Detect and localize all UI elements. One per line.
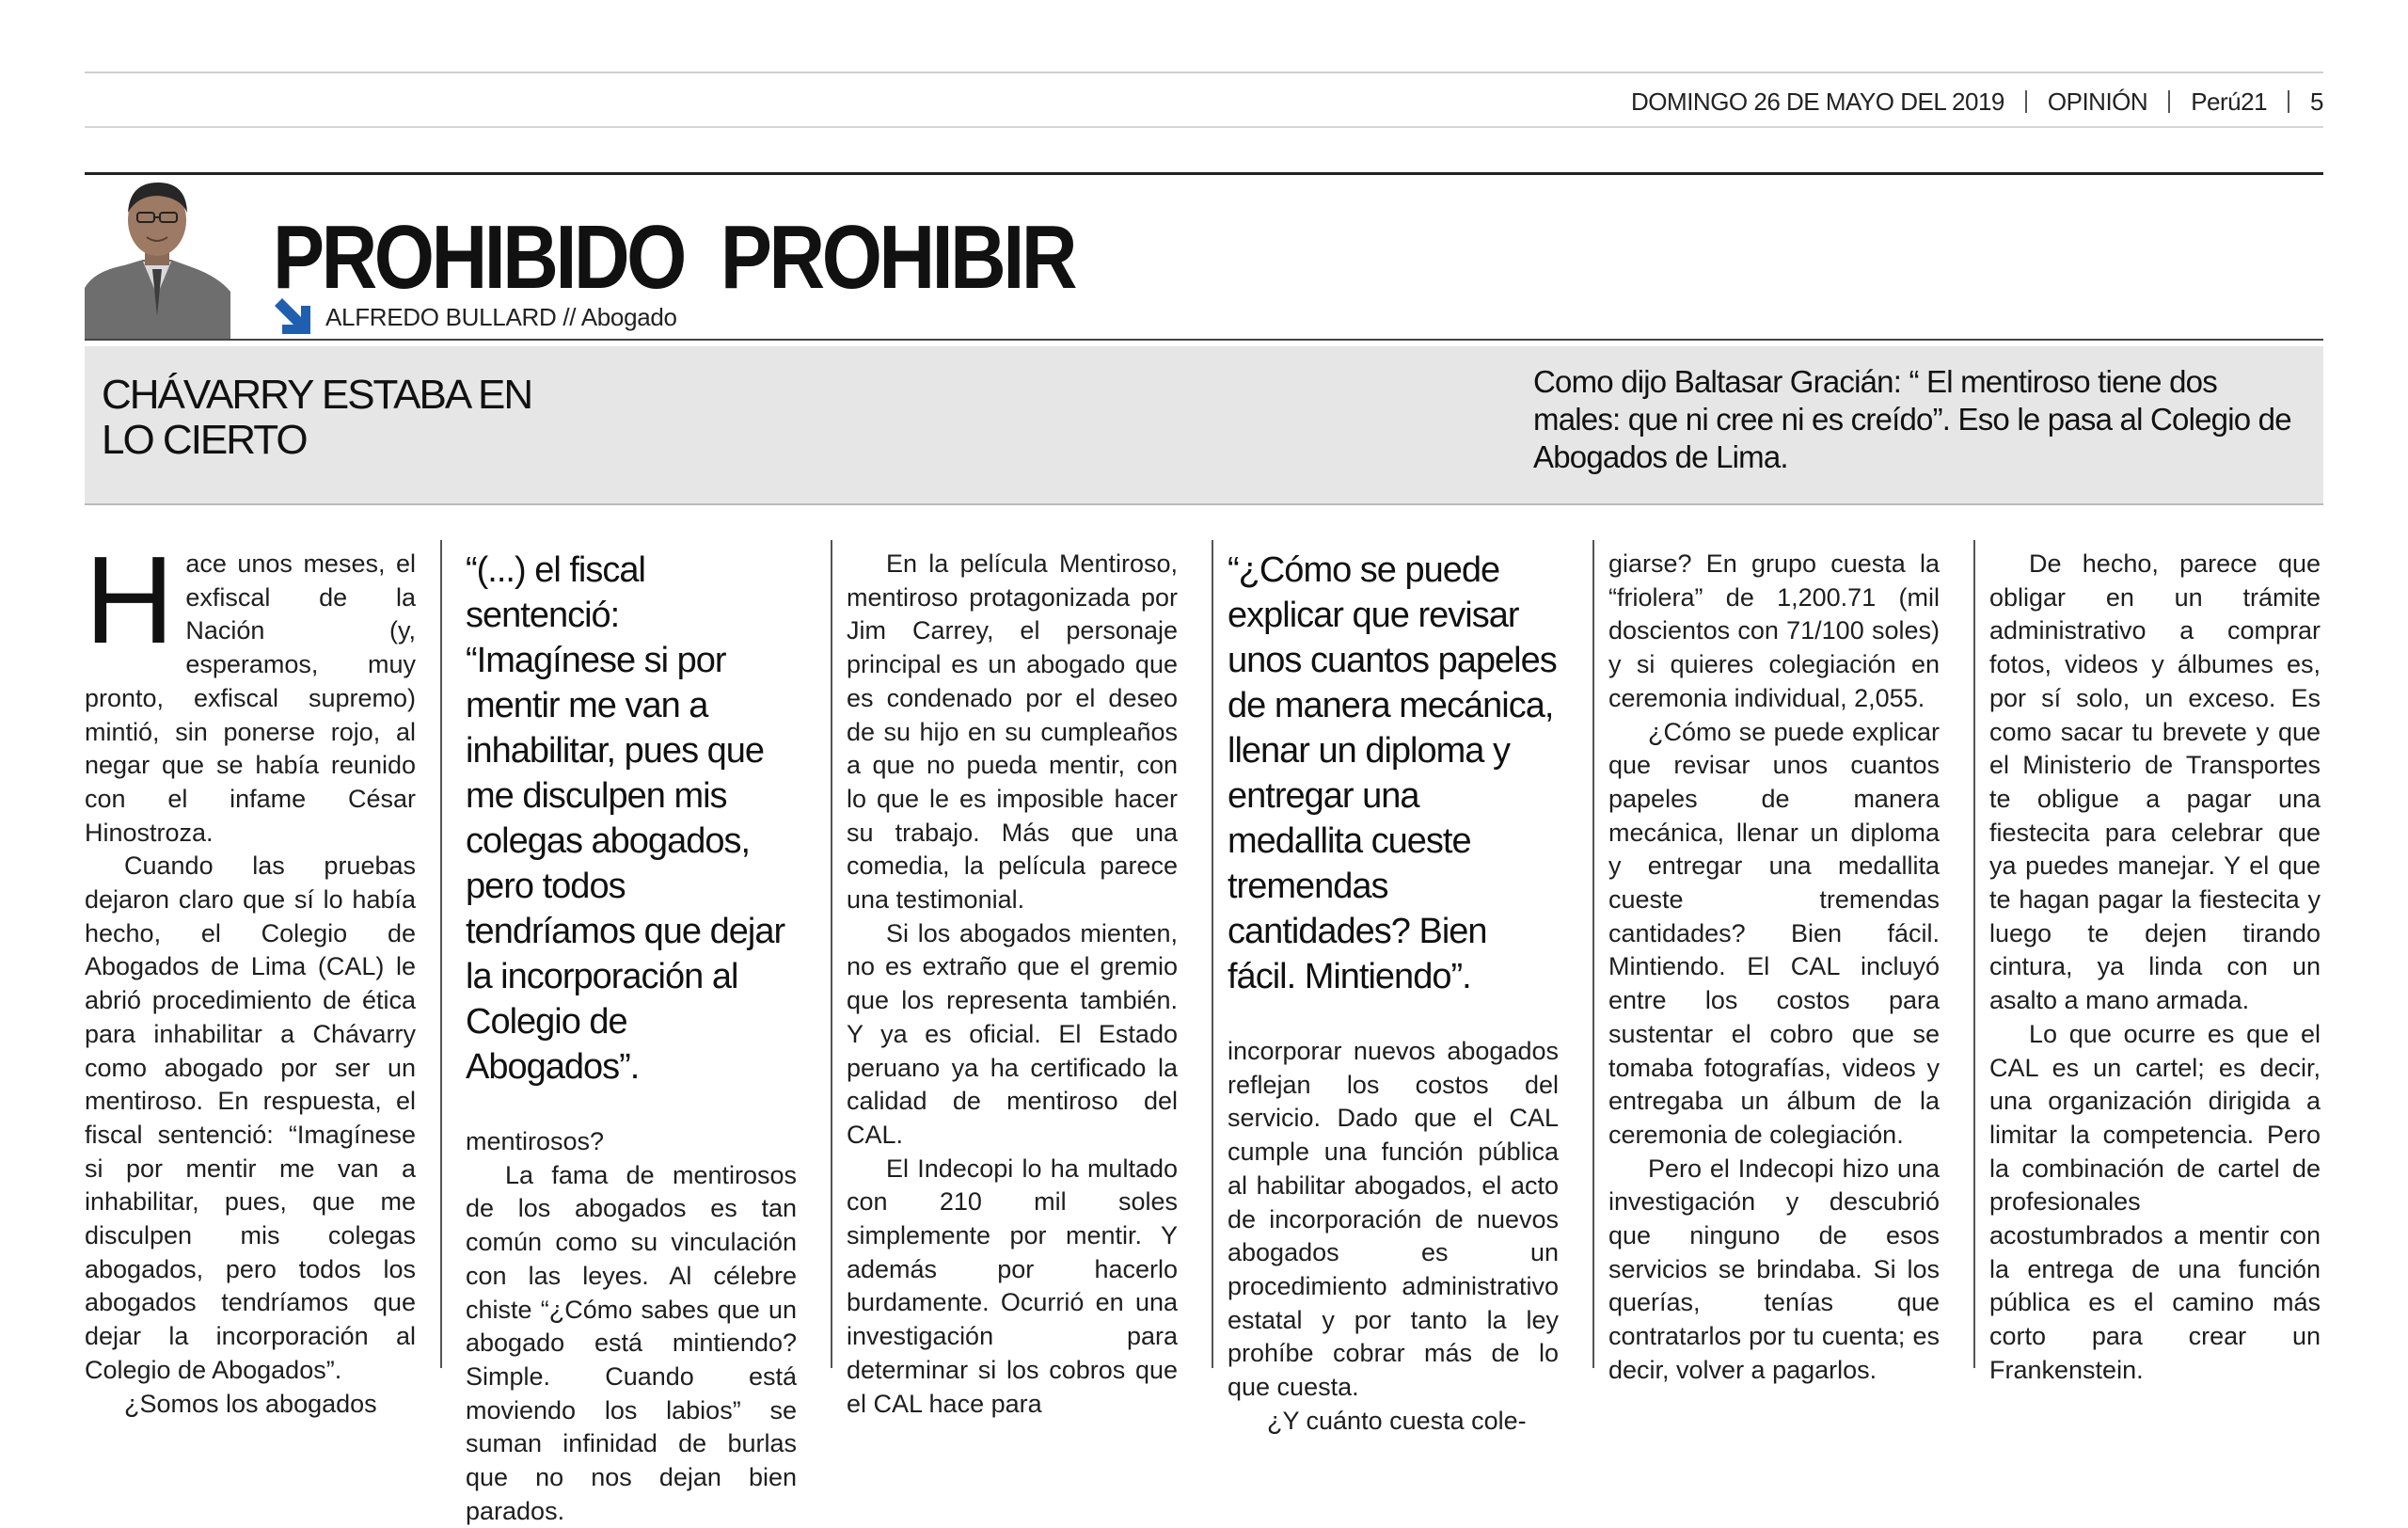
column-divider <box>1212 540 1213 1368</box>
header-separator <box>2288 90 2289 113</box>
paragraph: ¿Cómo se puede explicar que revisar unos cuantos papeles de manera mecánica, llenar un diploma y entregar una medallita cueste tremendas cantidades? Bien fácil. Mintiendo. El CAL incluyó entre los costos para sustentar el cobro que se tomaba fotografías, videos y entregaba un álbum de la ceremonia de colegiación. <box>1608 717 1940 1149</box>
subhead-band <box>85 346 2323 503</box>
paragraph: Hace unos meses, el exfiscal de la Nación (y, esperamos, muy pronto, exfiscal supremo) mintió, sin ponerse rojo, al negar que se había reunido con el infame César Hinostroza. <box>85 531 416 847</box>
paragraph: Pero el Indecopi hizo una investigación y descubrió que ninguno de esos servicios se brindaba. Si los querías, tenías que contratarlos por tu cuenta; es decir, volver a pagarlos. <box>1608 1154 1940 1384</box>
page-number: 5 <box>2310 87 2323 116</box>
issue-date: DOMINGO 26 DE MAYO DEL 2019 <box>1631 87 2004 116</box>
pull-quote: “¿Cómo se puede explicar que revisar unos cuantos papeles de manera mecánica, llenar un diploma y entregar una medallita cueste tremendas cantidades? Bien fácil. Mintiendo”. <box>1228 550 1557 996</box>
paragraph: Cuando las pruebas dejaron claro que sí lo había hecho, el Colegio de Abogados de Lima (CAL) le abrió procedimiento de ética para inhabilitar a Chávarry como abogado por ser un mentiroso. En respuesta, el fiscal sentenció: “Imagínese si por mentir me van a inhabilitar, pues, que me disculpen mis colegas abogados, pero todos los abogados tendríamos que dejar la incorporación al Colegio de Abogados”. <box>85 852 416 1384</box>
article-column-6 <box>1989 548 2321 1384</box>
paragraph: El Indecopi lo ha multado con 210 mil soles simplemente por mentir. Y además por hacerlo burdamente. Ocurrió en una investigación para determinar si los cobros que el CAL hace para <box>847 1154 1178 1418</box>
paragraph: ¿Somos los abogados <box>124 1389 377 1418</box>
paragraph: En la película Mentiroso, mentiroso protagonizada por Jim Carrey, el personaje principal es un abogado que es condenado por el deseo de su hijo en su cumpleaños a que no pueda mentir, con lo que le es imposible hacer su trabajo. Más que una comedia, la película parece una testimonial. <box>847 549 1178 915</box>
section-name: OPINIÓN <box>2047 87 2148 116</box>
article-column-3 <box>847 548 1178 1418</box>
column-divider <box>1973 540 1975 1368</box>
paragraph: mentirosos? <box>466 1127 605 1155</box>
header-separator <box>2025 90 2027 113</box>
column-divider <box>831 540 832 1368</box>
paragraph: Si los abogados mienten, no es extraño que el gremio que los representa también. Y ya es oficial. El Estado peruano ya ha certificado la calidad de mentiroso del CAL. <box>847 918 1178 1149</box>
subhead-bottom-rule <box>85 503 2323 505</box>
paragraph: giarse? En grupo cuesta la “friolera” de 1,200.71 (mil doscientos con 71/100 soles) y si quieres colegiación en ceremonia individual, 2,055. <box>1608 549 1940 712</box>
pull-quote: “(...) el fiscal sentenció: “Imagínese si por mentir me van a inhabilitar, pues que me disculpen mis colegas abogados, pero todos tendríamos que dejar la incorporación al Colegio de Abogados”. <box>466 550 785 1087</box>
article-column-5 <box>1608 548 1940 1384</box>
paragraph: De hecho, parece que obligar en un trámite administrativo a comprar fotos, videos y álbumes es, por sí solo, un exceso. Es como sacar tu brevete y que el Ministerio de Transportes te obligue a pagar una fiestecita para celebrar que ya puedes manejar. Y el que te hagan pagar la fiestecita y luego te dejen tirando cintura, ya linda con un asalto a mano armada. <box>1989 549 2321 1015</box>
publication-name: Perú21 <box>2191 87 2268 116</box>
paragraph: La fama de mentirosos de los abogados es tan común como su vinculación con las leyes. Al célebre chiste “¿Cómo sabes que un abogado está mintiendo? Simple. Cuando está moviendo los labios” se suman infinidad de burlas que no nos dejan bien parados. <box>466 1160 797 1525</box>
article-column-1 <box>85 531 416 1418</box>
page-header <box>1631 83 2323 120</box>
byline-rule <box>85 339 2323 341</box>
article-subhead: CHÁVARRY ESTABA EN LO CIERTO <box>102 372 532 463</box>
lead-quote: Como dijo Baltasar Gracián: “ El mentiroso tiene dos males: que ni cree ni es creído”. Eso le pasa al Colegio de Abogados de Lima. <box>1533 364 2291 474</box>
article-column-2 <box>466 548 797 1525</box>
column-divider <box>1592 540 1594 1368</box>
top-rule <box>85 72 2323 73</box>
header-rule <box>85 126 2323 128</box>
headline-top-rule <box>85 172 2323 175</box>
arrow-down-right-icon <box>273 296 314 338</box>
header-separator <box>2168 90 2170 113</box>
author-byline: ALFREDO BULLARD // Abogado <box>325 303 677 331</box>
column-divider <box>440 540 442 1368</box>
paragraph: ¿Y cuánto cuesta cole- <box>1267 1406 1527 1435</box>
author-photo <box>85 175 230 339</box>
article-column-4 <box>1228 548 1559 1435</box>
paragraph: Lo que ocurre es que el CAL es un cartel; es decir, una organización dirigida a limitar la competencia. Pero la combinación de cartel de profesionales acostumbrados a mentir con la entrega de una función pública es el camino más corto para crear un Frankenstein. <box>1989 1019 2321 1384</box>
article-headline: PROHIBIDO PROHIBIR <box>273 207 1075 308</box>
paragraph: incorporar nuevos abogados reflejan los costos del servicio. Dado que el CAL cumple una función pública al habilitar abogados, el acto de incorporación de nuevos abogados es un procedimiento administrativo estatal y por tanto la ley prohíbe cobrar más de lo que cuesta. <box>1228 1037 1559 1402</box>
